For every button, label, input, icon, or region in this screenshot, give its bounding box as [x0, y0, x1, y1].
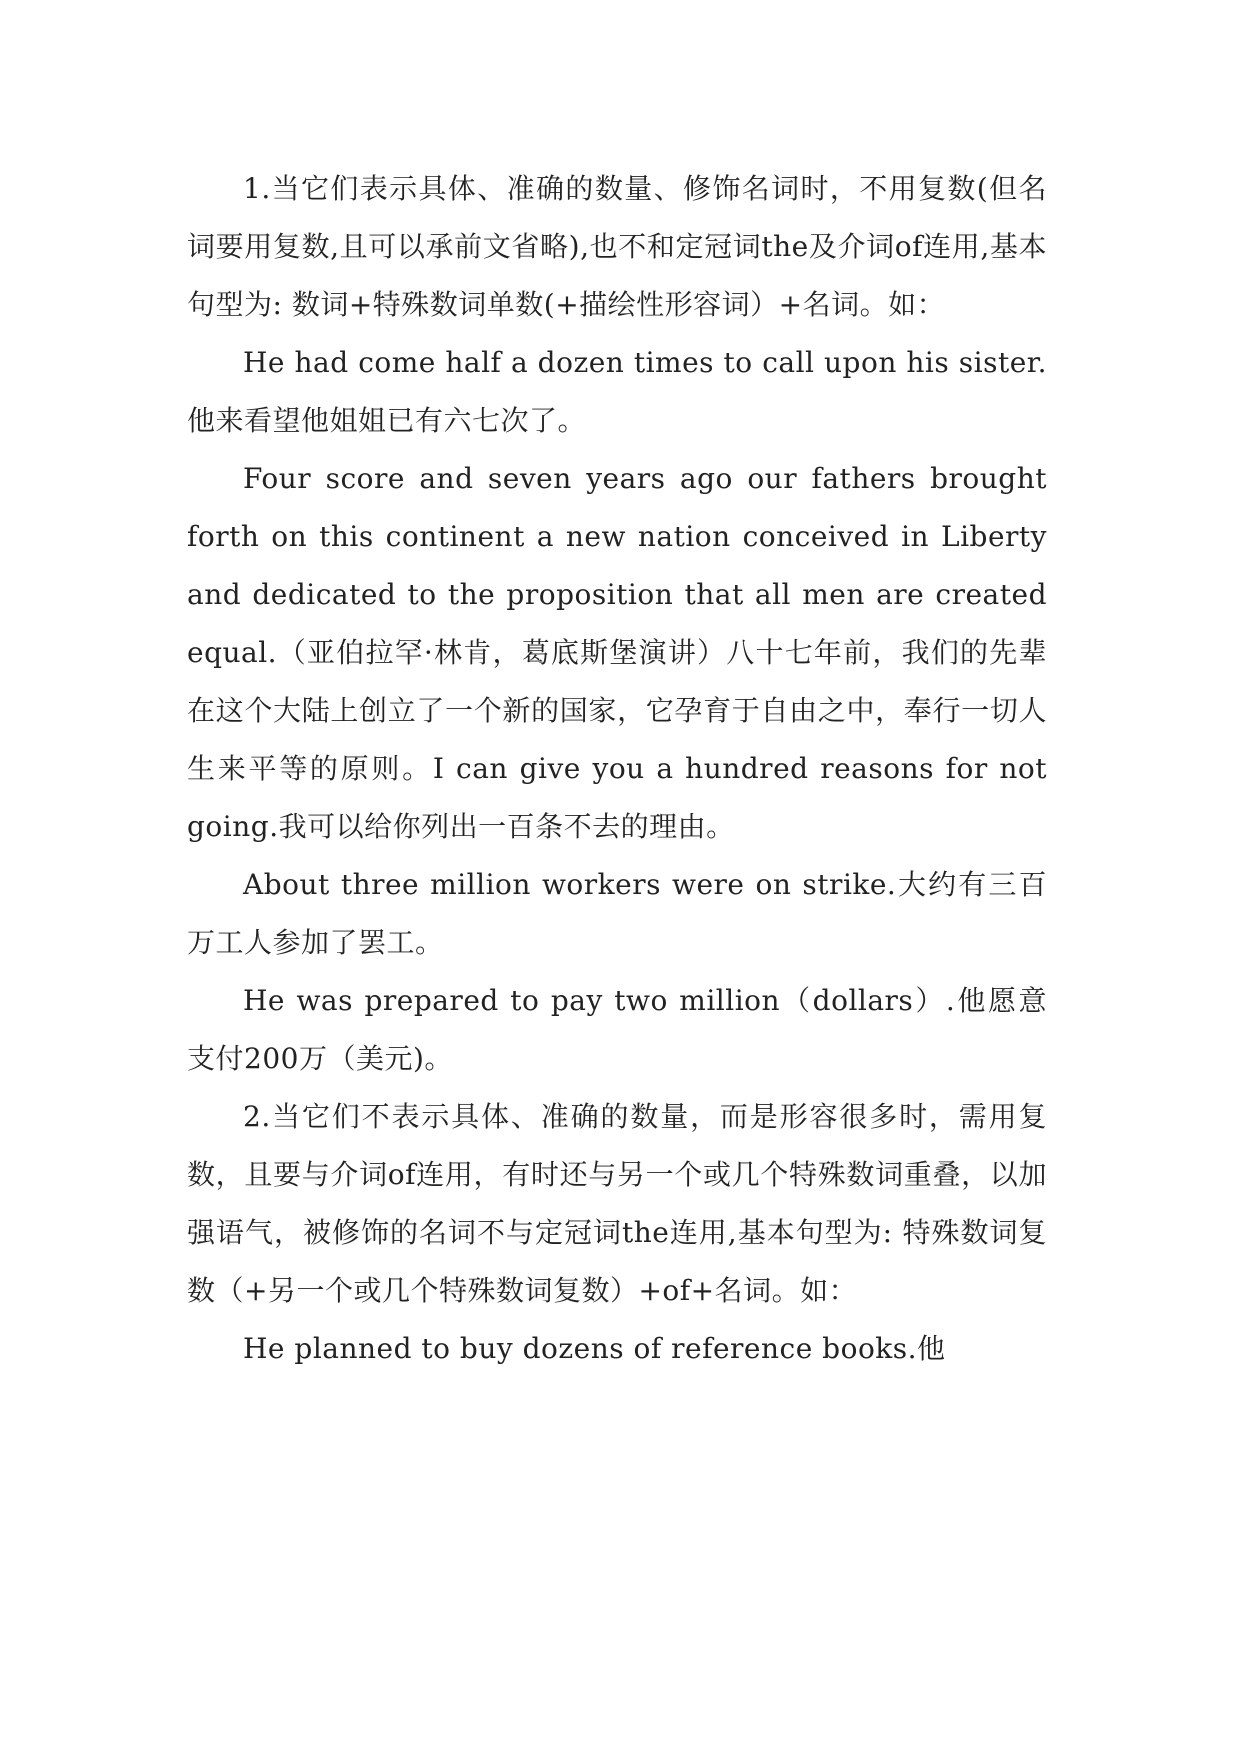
paragraph-example-million-workers: About three million workers were on strike.大约有三百万工人参加了罢工。	[187, 868, 1047, 959]
paragraph-example-score: Four score and seven years ago our fathers brought forth on this continent a new nation conceived in Liberty and dedicated to the proposition that all men are created equal.（亚伯拉罕·林肯，葛底斯堡演讲）八十七年前，我们的先辈在这个大陆上创立了一个新的国家，它孕育于自由之中，奉行一切人生来平等的原则。I can give you a hundred reasons for not going.我可以给你列出一百条不去的理由。	[187, 462, 1047, 843]
paragraph-example-dozen: He had come half a dozen times to call upon his sister.他来看望他姐姐已有六七次了。	[187, 346, 1047, 437]
document-body	[187, 160, 1047, 1378]
paragraph-example-million-dollars: He was prepared to pay two million（dollars）.他愿意支付200万（美元)。	[187, 984, 1047, 1075]
paragraph-rule-2: 2.当它们不表示具体、准确的数量，而是形容很多时，需用复数，且要与介词of连用，有时还与另一个或几个特殊数词重叠，以加强语气，被修饰的名词不与定冠词the连用,基本句型为: 特殊数词复数（+另一个或几个特殊数词复数）+of+名词。如：	[187, 1100, 1047, 1307]
paragraph-example-dozens: He planned to buy dozens of reference books.他	[243, 1332, 946, 1365]
paragraph-rule-1: 1.当它们表示具体、准确的数量、修饰名词时，不用复数(但名词要用复数,且可以承前文省略),也不和定冠词the及介词of连用,基本句型为: 数词+特殊数词单数(+描绘性形容词）+名词。如：	[187, 172, 1047, 321]
